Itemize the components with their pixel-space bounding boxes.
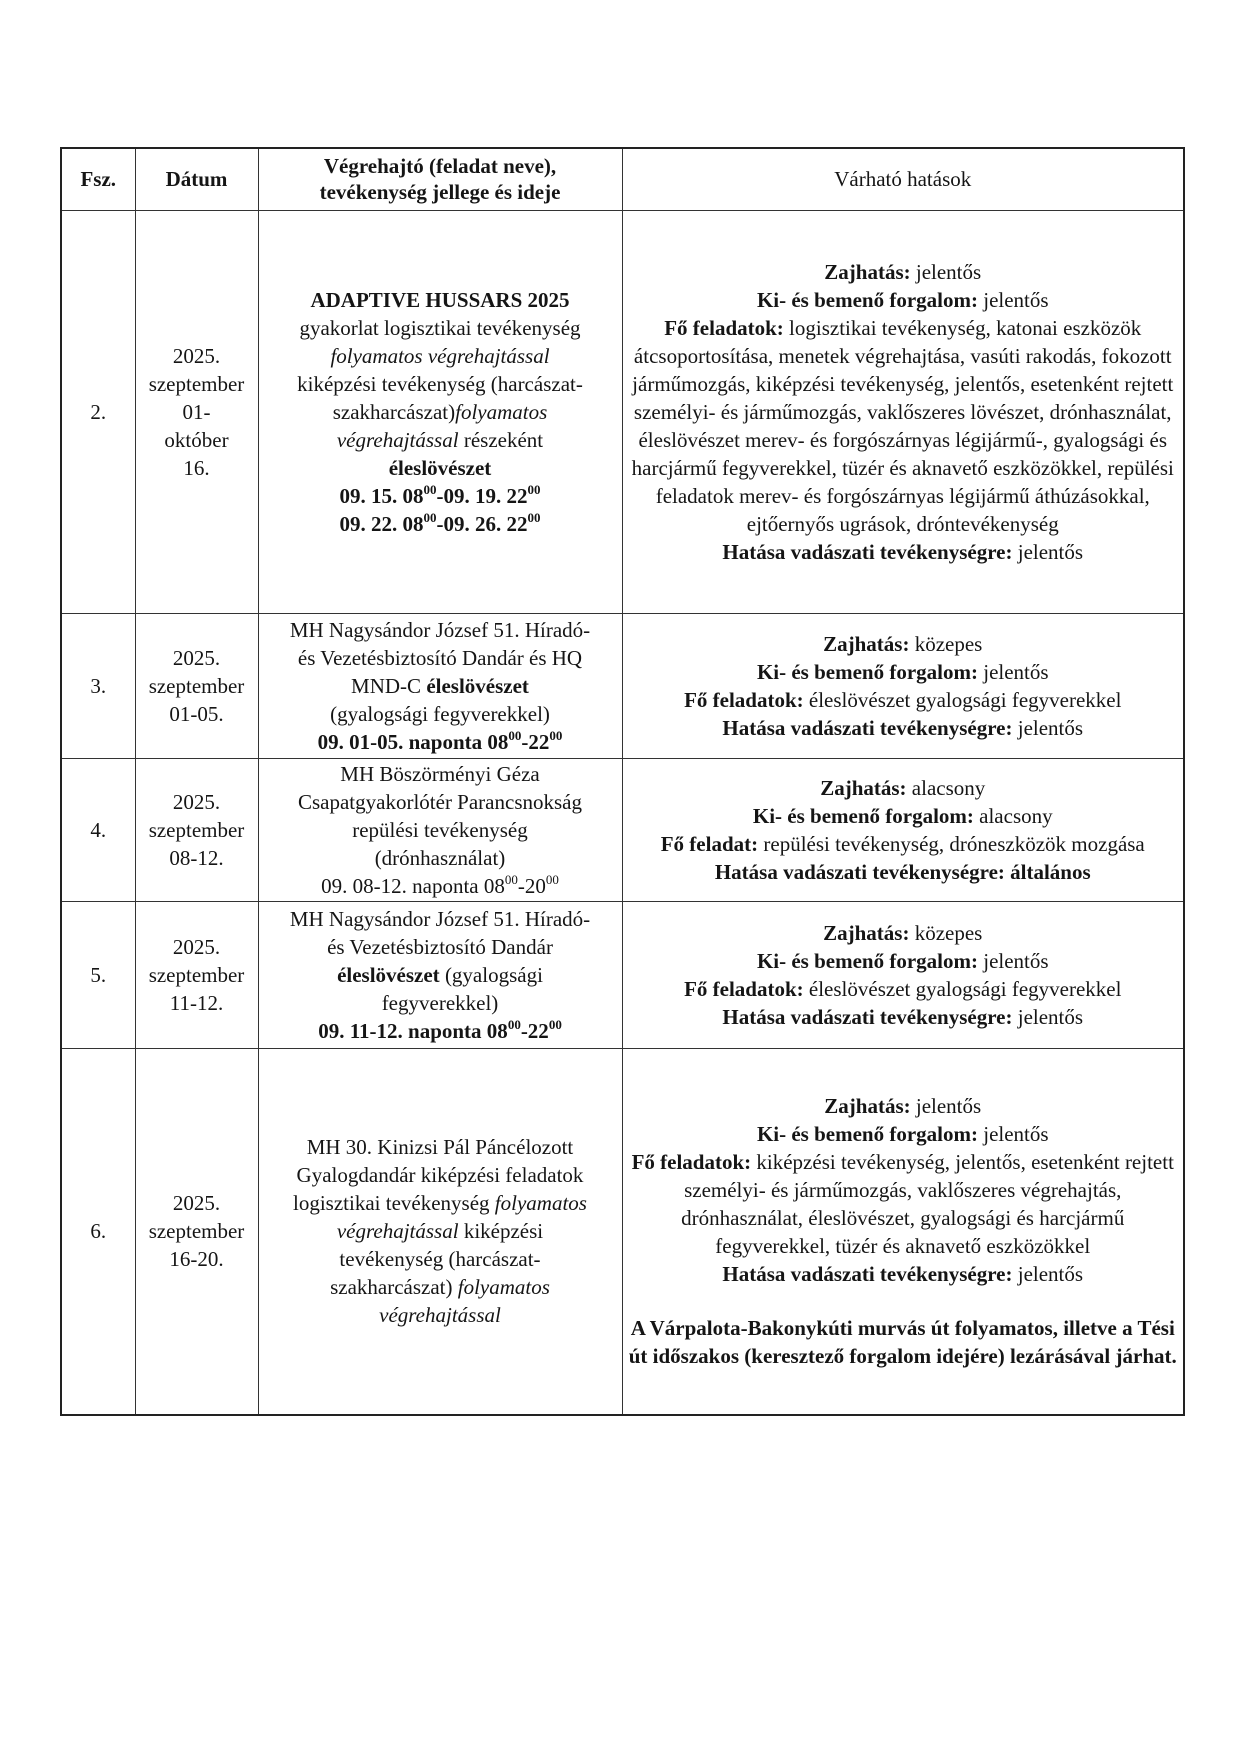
- exec-line: repülési tevékenység: [352, 817, 528, 842]
- exec-line: végrehajtással kiképzési: [336, 1219, 544, 1244]
- exec-line: (drónhasználat): [374, 845, 506, 870]
- exec-line: fegyverekkel): [381, 990, 499, 1015]
- row-effects: [622, 613, 1184, 758]
- row-number: 3.: [61, 613, 135, 758]
- exec-time: 09. 01-05. naponta $08^{00}-22^{00}$: [317, 727, 563, 754]
- noise-effect: Zajhatás: közepes: [823, 631, 983, 656]
- row-executor: [258, 758, 622, 901]
- hunting-effect: Hatása vadászati tevékenységre: jelentős: [722, 1262, 1084, 1287]
- row-date: [135, 613, 258, 758]
- activity-table: [60, 147, 1185, 1416]
- exec-line: Csapatgyakorlótér Parancsnokság: [297, 789, 582, 814]
- exec-time: 09. 22. $08^{00}-09$. 26. $22^{00}$: [339, 509, 541, 536]
- noise-effect: Zajhatás: jelentős: [824, 259, 982, 284]
- row-executor: [258, 1048, 622, 1415]
- exec-line: logisztikai tevékenység folyamatos: [293, 1191, 587, 1216]
- exec-line: MH Böszörményi Géza: [340, 761, 540, 786]
- row-date: [135, 758, 258, 901]
- exec-line: tevékenység (harcászat-: [339, 1247, 541, 1272]
- exec-line: szakharcászat) folyamatos: [330, 1275, 550, 1300]
- exec-line: éleslövészet: [388, 455, 492, 480]
- hunting-effect: Hatása vadászati tevékenységre: jelentős: [722, 1004, 1084, 1029]
- exec-line: folyamatos végrehajtással: [330, 343, 550, 368]
- date-line: szeptember: [148, 1219, 245, 1244]
- exec-time: 09. 11-12. naponta $08^{00}-22^{00}$: [318, 1016, 562, 1043]
- header-num: Fsz.: [61, 148, 135, 210]
- hunting-effect: Hatása vadászati tevékenységre: általános: [714, 859, 1091, 884]
- date-line: 01-: [182, 399, 211, 424]
- exec-line: MH Nagysándor József 51. Híradó-: [289, 906, 591, 931]
- main-tasks: Fő feladatok: éleslövészet gyalogsági fegyverekkel: [684, 687, 1122, 712]
- date-line: 11-12.: [169, 990, 224, 1015]
- row-effects: [622, 1048, 1184, 1415]
- exec-line: szakharcászat)folyamatos: [332, 399, 548, 424]
- exec-time: 09. 15. $08^{00}-09$. 19. $22^{00}$: [339, 481, 541, 508]
- noise-effect: Zajhatás: közepes: [823, 920, 983, 945]
- exec-line: gyakorlat logisztikai tevékenység: [299, 315, 581, 340]
- table-row: [61, 1048, 1184, 1415]
- exec-line: MND-C éleslövészet: [351, 673, 529, 698]
- traffic-effect: Ki- és bemenő forgalom: jelentős: [756, 287, 1049, 312]
- exec-line: és Vezetésbiztosító Dandár: [327, 934, 553, 959]
- date-line: október: [164, 427, 229, 452]
- main-tasks: Fő feladatok: kiképzési tevékenység, jelentős, esetenként rejtett személyi- és járműmozgás, vaklőszeres végrehajtás, drónhasználat, éleslövészet, gyalogsági és harcjármű fegyverekkel, tüzér és aknavető eszközökkel: [631, 1150, 1174, 1259]
- date-line: 2025.: [172, 1191, 221, 1216]
- date-line: 2025.: [172, 343, 221, 368]
- date-line: 01-05.: [169, 701, 224, 726]
- hunting-effect: Hatása vadászati tevékenységre: jelentős: [722, 539, 1084, 564]
- date-line: szeptember: [148, 962, 245, 987]
- exec-line: MH 30. Kinizsi Pál Páncélozott: [306, 1135, 574, 1160]
- traffic-effect: Ki- és bemenő forgalom: jelentős: [756, 659, 1049, 684]
- table-header-row: [61, 148, 1184, 210]
- date-line: 2025.: [172, 934, 221, 959]
- date-line: 08-12.: [169, 845, 224, 870]
- date-line: 16.: [183, 455, 210, 480]
- traffic-effect: Ki- és bemenő forgalom: jelentős: [756, 1122, 1049, 1147]
- road-closure-note: A Várpalota-Bakonykúti murvás út folyamatos, illetve a Tési út időszakos (keresztező forgalom idejére) lezárásával járhat.: [628, 1316, 1177, 1369]
- row-date: [135, 210, 258, 613]
- date-line: szeptember: [148, 371, 245, 396]
- spacer: [629, 1288, 1178, 1314]
- exec-line: éleslövészet (gyalogsági: [337, 962, 543, 987]
- table-row: [61, 901, 1184, 1048]
- exec-line: végrehajtással részeként: [336, 427, 544, 452]
- traffic-effect: Ki- és bemenő forgalom: jelentős: [756, 948, 1049, 973]
- row-executor: [258, 613, 622, 758]
- table-row: [61, 210, 1184, 613]
- exec-line: végrehajtással: [379, 1303, 501, 1328]
- date-line: 2025.: [172, 645, 221, 670]
- exec-line: MH Nagysándor József 51. Híradó-: [289, 617, 591, 642]
- row-date: [135, 1048, 258, 1415]
- table-row: [61, 613, 1184, 758]
- exec-time: 09. 08-12. naponta $08^{00}-20^{00}$: [321, 871, 559, 898]
- main-tasks: Fő feladat: repülési tevékenység, dróneszközök mozgása: [660, 831, 1145, 856]
- date-line: 2025.: [172, 789, 221, 814]
- row-date: [135, 901, 258, 1048]
- header-effects: Várható hatások: [622, 148, 1184, 210]
- exercise-title: ADAPTIVE HUSSARS 2025: [310, 287, 570, 312]
- noise-effect: Zajhatás: jelentős: [824, 1094, 982, 1119]
- row-effects: [622, 901, 1184, 1048]
- noise-effect: Zajhatás: alacsony: [820, 775, 986, 800]
- traffic-effect: Ki- és bemenő forgalom: alacsony: [752, 803, 1053, 828]
- header-executor-line1: Végrehajtó (feladat neve),: [323, 154, 557, 179]
- exec-line: kiképzési tevékenység (harcászat-: [297, 371, 583, 396]
- date-line: 16-20.: [169, 1247, 224, 1272]
- date-line: szeptember: [148, 817, 245, 842]
- row-executor: [258, 210, 622, 613]
- hunting-effect: Hatása vadászati tevékenységre: jelentős: [722, 715, 1084, 740]
- date-line: szeptember: [148, 673, 245, 698]
- row-effects: [622, 758, 1184, 901]
- exec-line: Gyalogdandár kiképzési feladatok: [296, 1163, 584, 1188]
- exec-line: és Vezetésbiztosító Dandár és HQ: [297, 645, 583, 670]
- row-number: 4.: [61, 758, 135, 901]
- table-row: [61, 758, 1184, 901]
- header-executor: [258, 148, 622, 210]
- main-tasks: Fő feladatok: logisztikai tevékenység, katonai eszközök átcsoportosítása, menetek végrehajtása, vasúti rakodás, fokozott járműmozgás, kiképzési tevékenység, jelentős, esetenként rejtett személyi- és járműmozgás, vaklőszeres lövészet, drónhasználat, éleslövészet merev- és forgószárnyas légijármű-, gyalogsági és harcjármű fegyverekkel, tüzér és aknavető eszközökkel, repülési feladatok merev- és forgószárnyas légijármű áthúzásokkal, ejtőernyős ugrások, dróntevékenység: [631, 315, 1174, 536]
- row-number: 2.: [61, 210, 135, 613]
- header-executor-line2: tevékenység jellege és ideje: [319, 180, 561, 205]
- row-number: 5.: [61, 901, 135, 1048]
- header-date: Dátum: [135, 148, 258, 210]
- row-number: 6.: [61, 1048, 135, 1415]
- main-tasks: Fő feladatok: éleslövészet gyalogsági fegyverekkel: [684, 976, 1122, 1001]
- exec-line: (gyalogsági fegyverekkel): [330, 701, 550, 726]
- row-effects: [622, 210, 1184, 613]
- row-executor: [258, 901, 622, 1048]
